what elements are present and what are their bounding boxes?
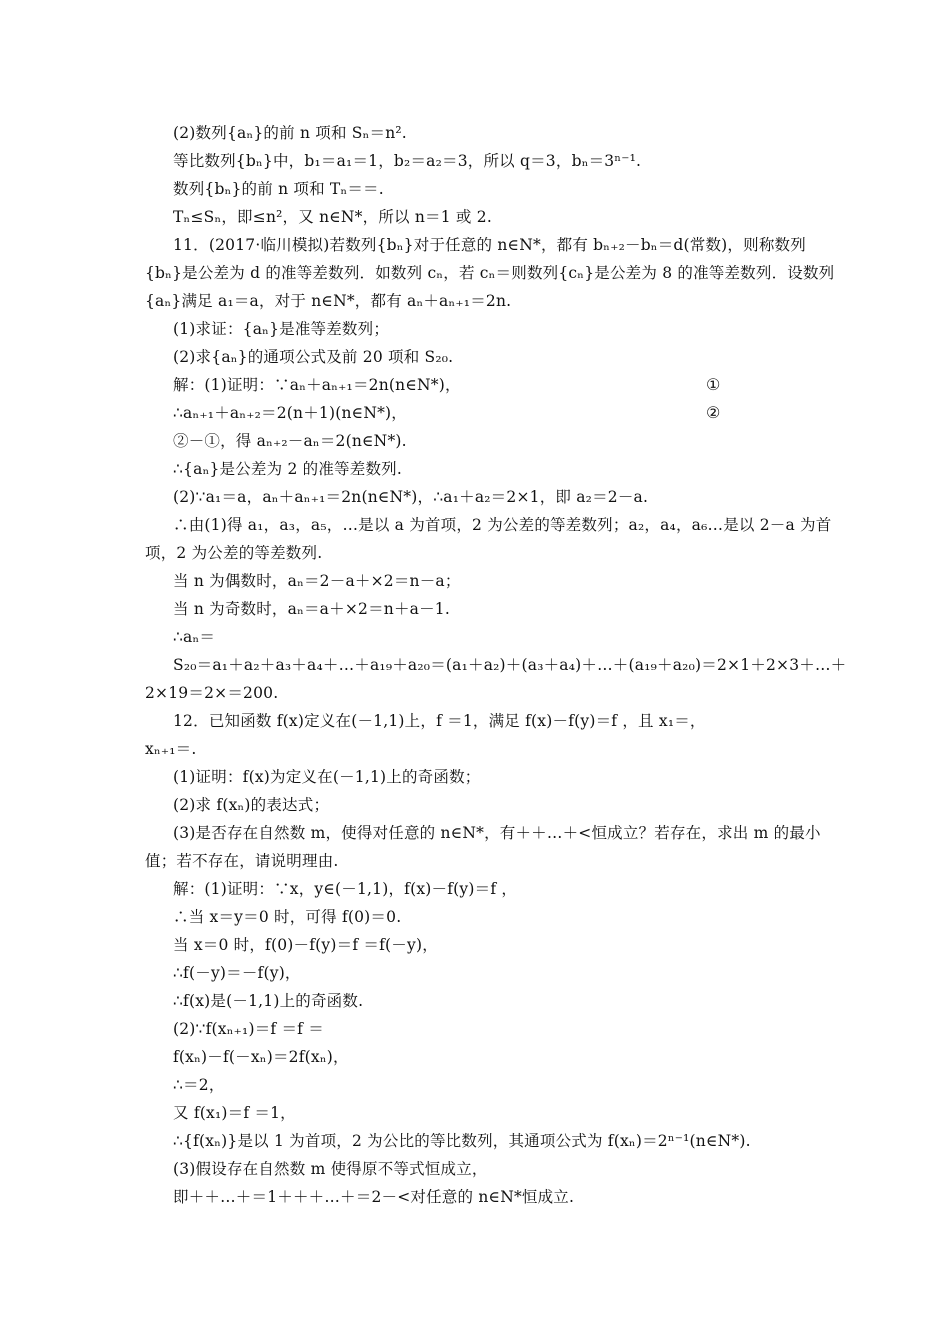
text-line: (2)数列{aₙ}的前 n 项和 Sₙ＝n². (173, 124, 407, 142)
text-line: 即＋＋…＋＝1＋＋＋…＋＝2－<对任意的 n∈N*恒成立. (173, 1188, 575, 1206)
text-line: 2×19＝2×＝200. (145, 684, 279, 702)
text-line: 解：(1)证明：∵aₙ＋aₙ₊₁＝2n(n∈N*)， (173, 376, 461, 394)
text-line: (3)是否存在自然数 m，使得对任意的 n∈N*，有＋＋…＋<恒成立？若存在，求出 m 的最小 (173, 824, 821, 842)
text-line: 12．已知函数 f(x)定义在(－1,1)上，f ＝1，满足 f(x)－f(y)＝f ，且 x₁＝， (173, 712, 706, 730)
text-line: 当 n 为奇数时，aₙ＝a＋×2＝n＋a－1. (173, 600, 450, 618)
text-line: (1)证明：f(x)为定义在(－1,1)上的奇函数； (173, 768, 481, 786)
text-line: 又 f(x₁)＝f ＝1， (173, 1104, 296, 1122)
text-line: {aₙ}满足 a₁＝a，对于 n∈N*，都有 aₙ＋aₙ₊₁＝2n. (145, 292, 512, 310)
text-line: ∴f(－y)＝－f(y)， (173, 964, 301, 982)
equation-number: ① (706, 375, 721, 394)
text-line: (2)∵f(xₙ₊₁)＝f ＝f ＝ (173, 1020, 324, 1038)
text-line: (2)∵a₁＝a，aₙ＋aₙ₊₁＝2n(n∈N*)，∴a₁＋a₂＝2×1，即 a₂＝2－a. (173, 488, 649, 506)
text-line: f(xₙ)－f(－xₙ)＝2f(xₙ)， (173, 1048, 349, 1066)
text-line: xₙ₊₁＝. (145, 740, 197, 758)
text-line: ∴当 x＝y＝0 时，可得 f(0)＝0. (173, 908, 402, 926)
text-line: ∴由(1)得 a₁，a₃，a₅，…是以 a 为首项，2 为公差的等差数列；a₂，a₄，a₆…是以 2－a 为首 (173, 516, 832, 534)
equation-number: ② (706, 403, 721, 422)
text-line: ∴{aₙ}是公差为 2 的准等差数列. (173, 460, 402, 478)
text-line: ∴f(x)是(－1,1)上的奇函数. (173, 992, 364, 1010)
text-line: 11．(2017·临川模拟)若数列{bₙ}对于任意的 n∈N*，都有 bₙ₊₂－bₙ＝d(常数)，则称数列 (173, 236, 806, 254)
text-line: 解：(1)证明：∵x，y∈(－1,1)，f(x)－f(y)＝f ， (173, 880, 518, 898)
text-line: 项，2 为公差的等差数列. (145, 544, 323, 562)
text-line: 数列{bₙ}的前 n 项和 Tₙ＝＝. (173, 180, 384, 198)
text-line: 当 x＝0 时，f(0)－f(y)＝f ＝f(－y)， (173, 936, 438, 954)
text-line: {bₙ}是公差为 d 的准等差数列．如数列 cₙ，若 cₙ＝则数列{cₙ}是公差为 8 的准等差数列．设数列 (145, 264, 835, 282)
text-line: 值；若不存在，请说明理由. (145, 852, 339, 870)
text-line: Tₙ≤Sₙ，即≤n²，又 n∈N*，所以 n＝1 或 2. (173, 208, 492, 226)
text-line: S₂₀＝a₁＋a₂＋a₃＋a₄＋…＋a₁₉＋a₂₀＝(a₁＋a₂)＋(a₃＋a₄)＋…＋(a₁₉＋a₂₀)＝2×1＋2×3＋…＋ (173, 656, 847, 674)
text-line: ②－①，得 aₙ₊₂－aₙ＝2(n∈N*). (173, 432, 407, 450)
text-line: 当 n 为偶数时，aₙ＝2－a＋×2＝n－a； (173, 572, 461, 590)
text-line: (2)求 f(xₙ)的表达式； (173, 796, 330, 814)
text-line: ∴{f(xₙ)}是以 1 为首项，2 为公比的等比数列，其通项公式为 f(xₙ)＝2ⁿ⁻¹(n∈N*). (173, 1132, 751, 1150)
text-line: (1)求证：{aₙ}是准等差数列； (173, 320, 390, 338)
text-line: ∴aₙ＝ (173, 628, 216, 646)
text-line: (2)求{aₙ}的通项公式及前 20 项和 S₂₀. (173, 348, 454, 366)
text-line: ∴＝2， (173, 1076, 225, 1094)
text-line: (3)假设存在自然数 m 使得原不等式恒成立， (173, 1160, 488, 1178)
text-line: 等比数列{bₙ}中，b₁＝a₁＝1，b₂＝a₂＝3，所以 q＝3，bₙ＝3ⁿ⁻¹. (173, 152, 642, 170)
text-line: ∴aₙ₊₁＋aₙ₊₂＝2(n＋1)(n∈N*)， (173, 404, 408, 422)
